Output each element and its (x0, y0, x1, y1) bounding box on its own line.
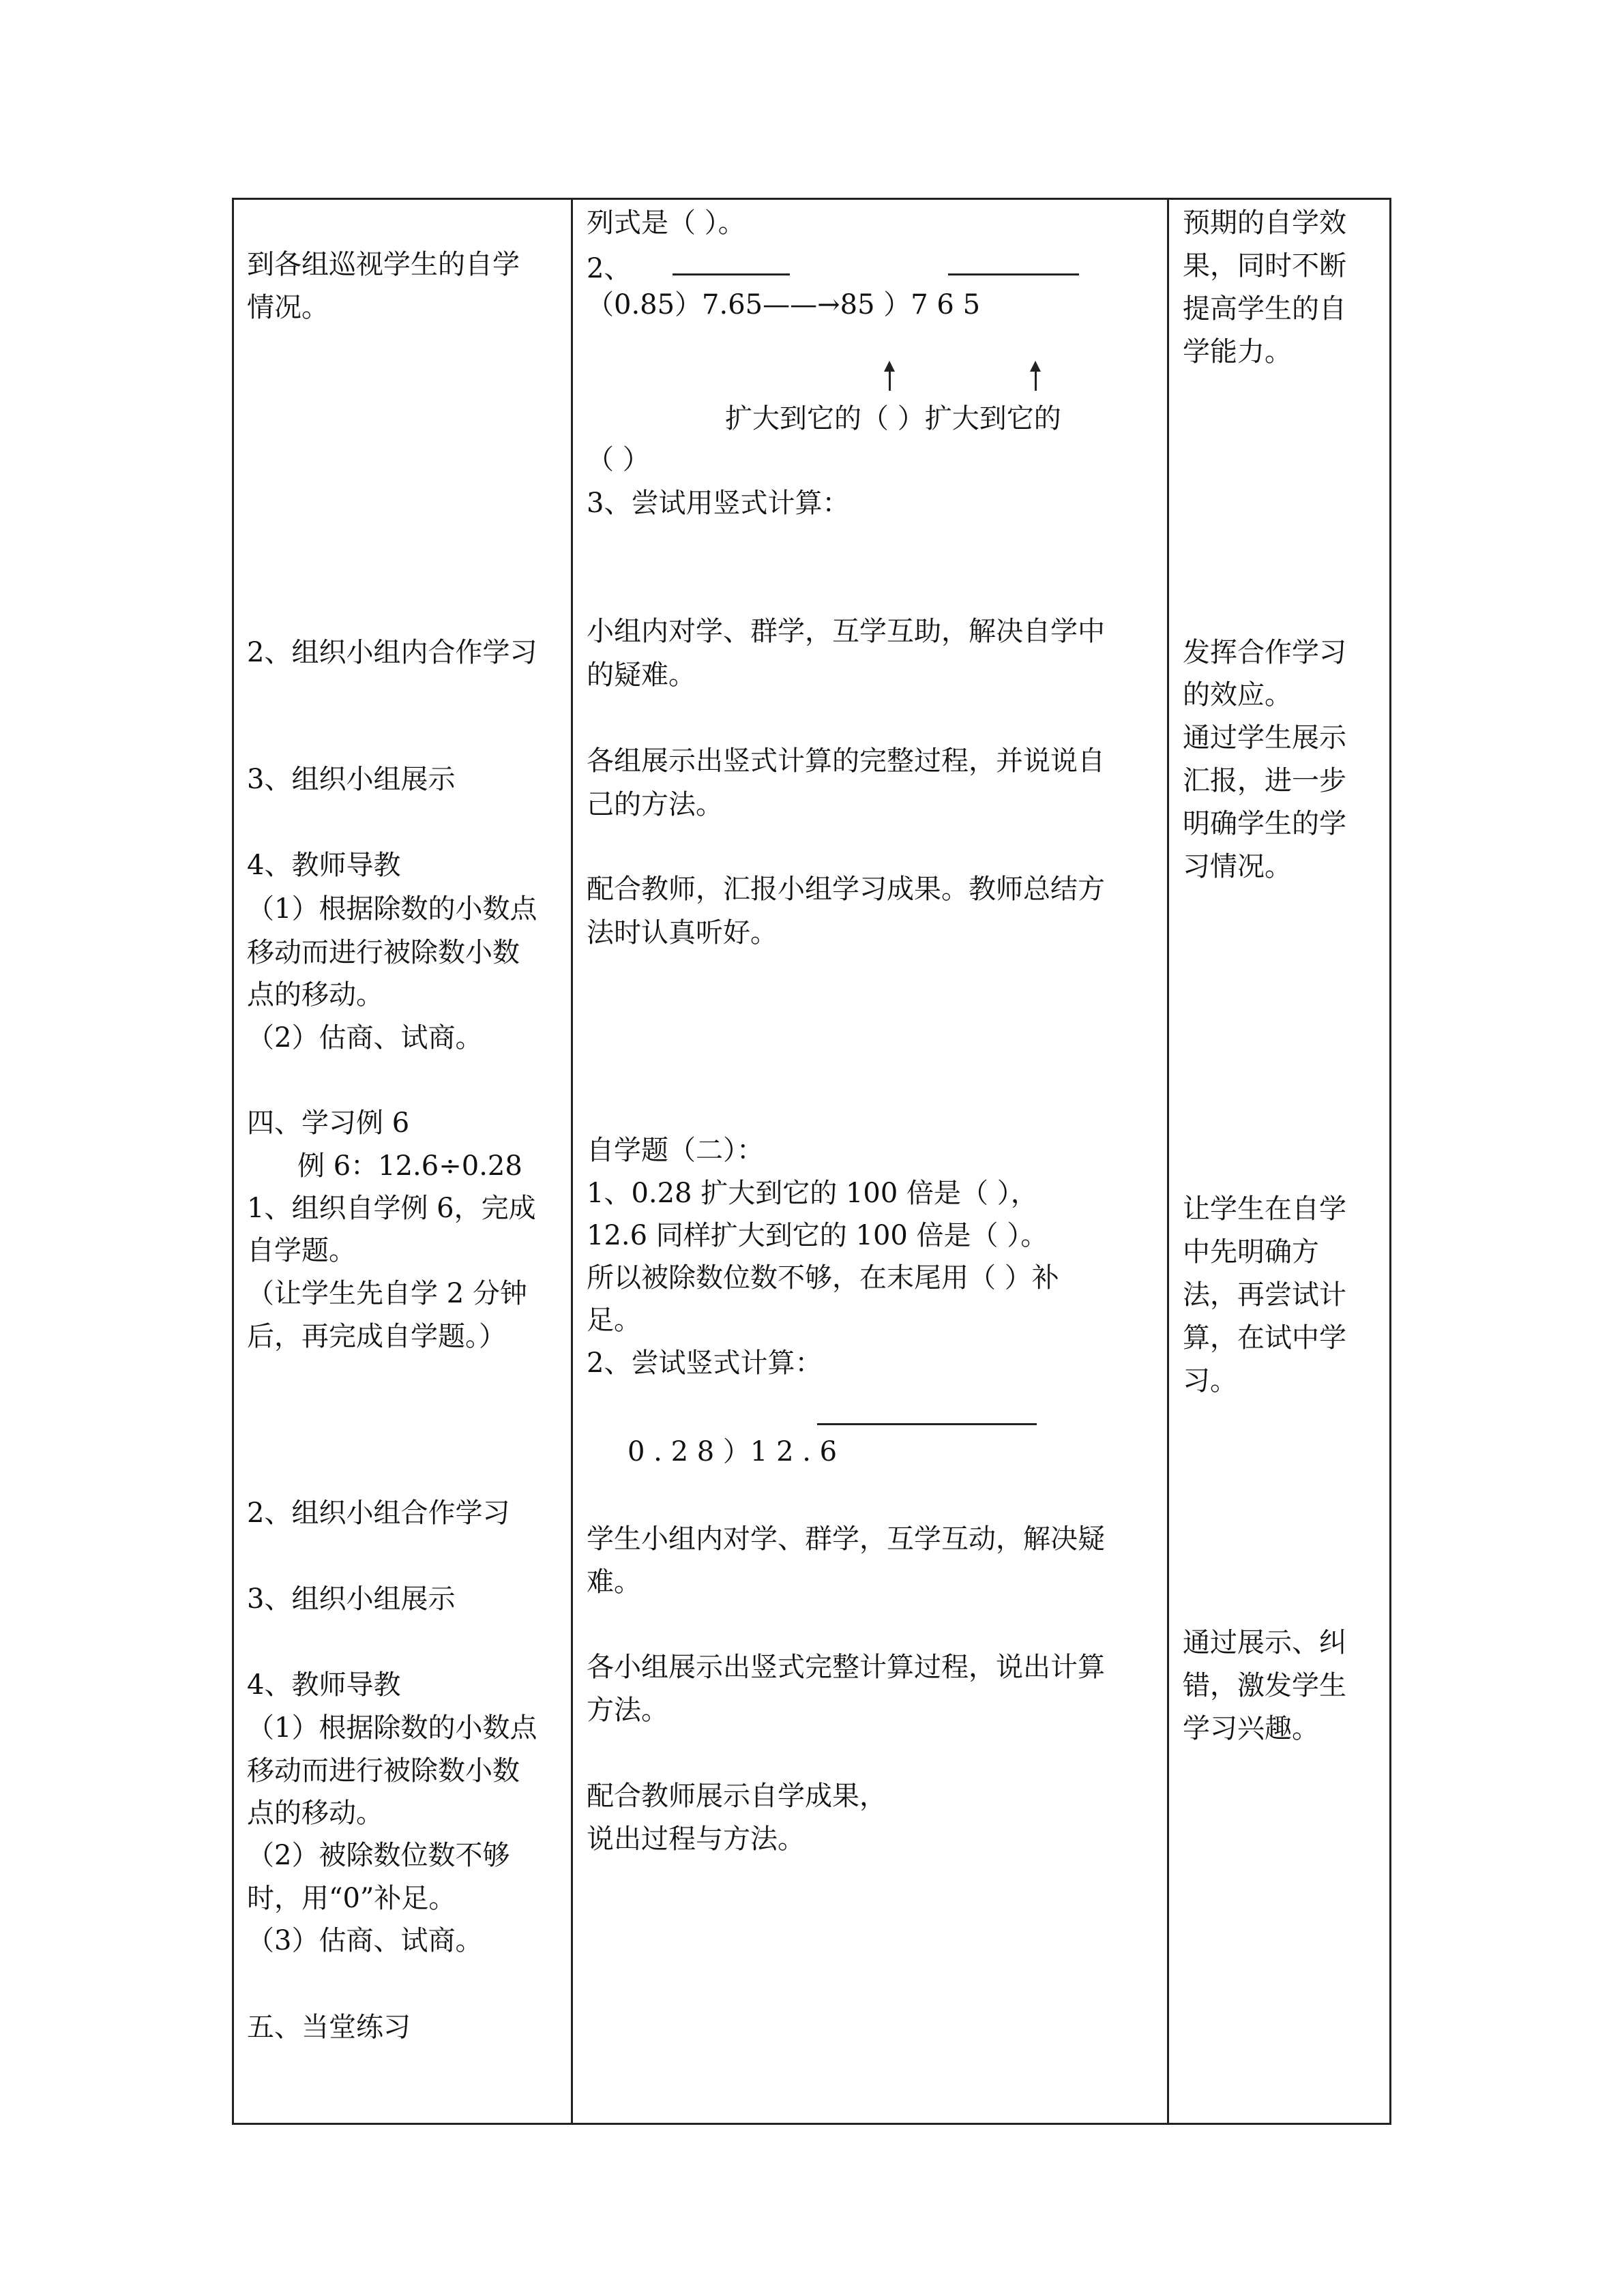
teacher-line: 时，用“0”补足。 (247, 1883, 456, 1914)
intent-line: 通过学生展示 (1183, 722, 1346, 754)
student-line: 列式是（ ）。 (587, 207, 745, 239)
teacher-line: （2）估商、试商。 (247, 1022, 483, 1054)
student-line: 配合教师展示自学成果， (587, 1780, 887, 1812)
teacher-line: 1、组织自学例 6，完成 (247, 1193, 536, 1224)
student-line: 所以被除数位数不够，在末尾用（ ）补 (587, 1262, 1059, 1294)
student-line: 自学题（二）： (587, 1135, 764, 1166)
teacher-line: 4、教师导教 (247, 850, 401, 881)
teacher-line: 自学题。 (247, 1235, 356, 1266)
intent-line: 果，同时不断 (1183, 250, 1346, 282)
intent-line: 学能力。 (1183, 336, 1292, 368)
division-bracket-line (673, 273, 790, 275)
division-bracket-line (948, 273, 1079, 275)
teacher-line: 2、组织小组合作学习 (247, 1497, 510, 1529)
division-bracket-line (817, 1423, 1037, 1425)
teacher-line: 点的移动。 (247, 979, 383, 1011)
student-line: 法时认真听好。 (587, 917, 778, 949)
column-divider-1 (571, 200, 573, 2123)
teacher-line: 3、组织小组展示 (247, 764, 456, 795)
intent-line: 算，在试中学 (1183, 1322, 1346, 1354)
student-line: 足。 (587, 1304, 641, 1336)
student-line: 的疑难。 (587, 659, 696, 691)
teacher-line: 2、组织小组内合作学习 (247, 637, 537, 668)
teacher-line: （2）被除数位数不够 (247, 1840, 510, 1871)
section-heading: 四、学习例 6 (247, 1107, 410, 1139)
teacher-line: 后，再完成自学题。） (247, 1321, 506, 1352)
teacher-line: （1）根据除数的小数点 (247, 893, 537, 925)
up-arrow-icon (1035, 370, 1037, 391)
teacher-line: 到各组巡视学生的自学 (247, 249, 520, 280)
intent-line: 错，激发学生 (1183, 1670, 1346, 1701)
student-line: 2、尝试竖式计算： (587, 1347, 823, 1379)
student-line: 扩大到它的（ ）扩大到它的 (725, 403, 1061, 434)
student-line: 学生小组内对学、群学，互学互动，解决疑 (587, 1523, 1105, 1555)
student-line: 各小组展示出竖式完整计算过程，说出计算 (587, 1652, 1105, 1683)
student-line: 己的方法。 (587, 789, 723, 820)
student-line: 3、尝试用竖式计算： (587, 488, 850, 519)
intent-line: 提高学生的自 (1183, 293, 1346, 325)
intent-line: 汇报，进一步 (1183, 765, 1346, 796)
teacher-line: 点的移动。 (247, 1798, 383, 1829)
section-heading: 五、当堂练习 (247, 2012, 411, 2043)
teacher-line: 情况。 (247, 292, 329, 323)
intent-line: 习情况。 (1183, 851, 1292, 882)
intent-line: 预期的自学效 (1183, 207, 1346, 239)
student-line: 1、0.28 扩大到它的 100 倍是（ ）， (587, 1178, 1038, 1209)
column-divider-2 (1167, 200, 1169, 2123)
student-line: 小组内对学、群学，互学互助，解决自学中 (587, 616, 1105, 647)
teacher-line: （1）根据除数的小数点 (247, 1712, 537, 1744)
teacher-line: （让学生先自学 2 分钟 (247, 1278, 527, 1309)
intent-line: 法，再尝试计 (1183, 1279, 1346, 1311)
student-line: 配合教师，汇报小组学习成果。教师总结方 (587, 874, 1105, 905)
intent-line: 明确学生的学 (1183, 808, 1346, 839)
intent-line: 通过展示、纠 (1183, 1627, 1346, 1658)
up-arrow-icon (889, 370, 891, 391)
intent-line: 习。 (1183, 1365, 1237, 1397)
student-line: 各组展示出竖式计算的完整过程，并说说自 (587, 745, 1105, 777)
teacher-line: 例 6：12.6÷0.28 (297, 1150, 522, 1182)
student-line: （ ） (587, 444, 650, 475)
intent-line: 的效应。 (1183, 679, 1292, 711)
student-line: 难。 (587, 1566, 641, 1598)
teacher-line: 4、教师导教 (247, 1669, 401, 1701)
teacher-line: 3、组织小组展示 (247, 1583, 456, 1615)
student-line: 2、 (587, 253, 632, 284)
student-line: 12.6 同样扩大到它的 100 倍是（ ）。 (587, 1220, 1048, 1251)
teacher-line: 移动而进行被除数小数 (247, 937, 520, 968)
intent-line: 让学生在自学 (1183, 1193, 1346, 1225)
student-line: 方法。 (587, 1695, 668, 1726)
intent-line: 中先明确方 (1183, 1236, 1319, 1268)
division-expression: （0.85）7.65——→85 ）7 6 5 (587, 289, 981, 320)
intent-line: 学习兴趣。 (1183, 1713, 1319, 1744)
teacher-line: （3）估商、试商。 (247, 1925, 483, 1956)
teacher-line: 移动而进行被除数小数 (247, 1755, 520, 1787)
student-line: 说出过程与方法。 (587, 1823, 805, 1855)
division-expression: 0 . 2 8 ）1 2 . 6 (628, 1436, 838, 1467)
intent-line: 发挥合作学习 (1183, 637, 1346, 668)
